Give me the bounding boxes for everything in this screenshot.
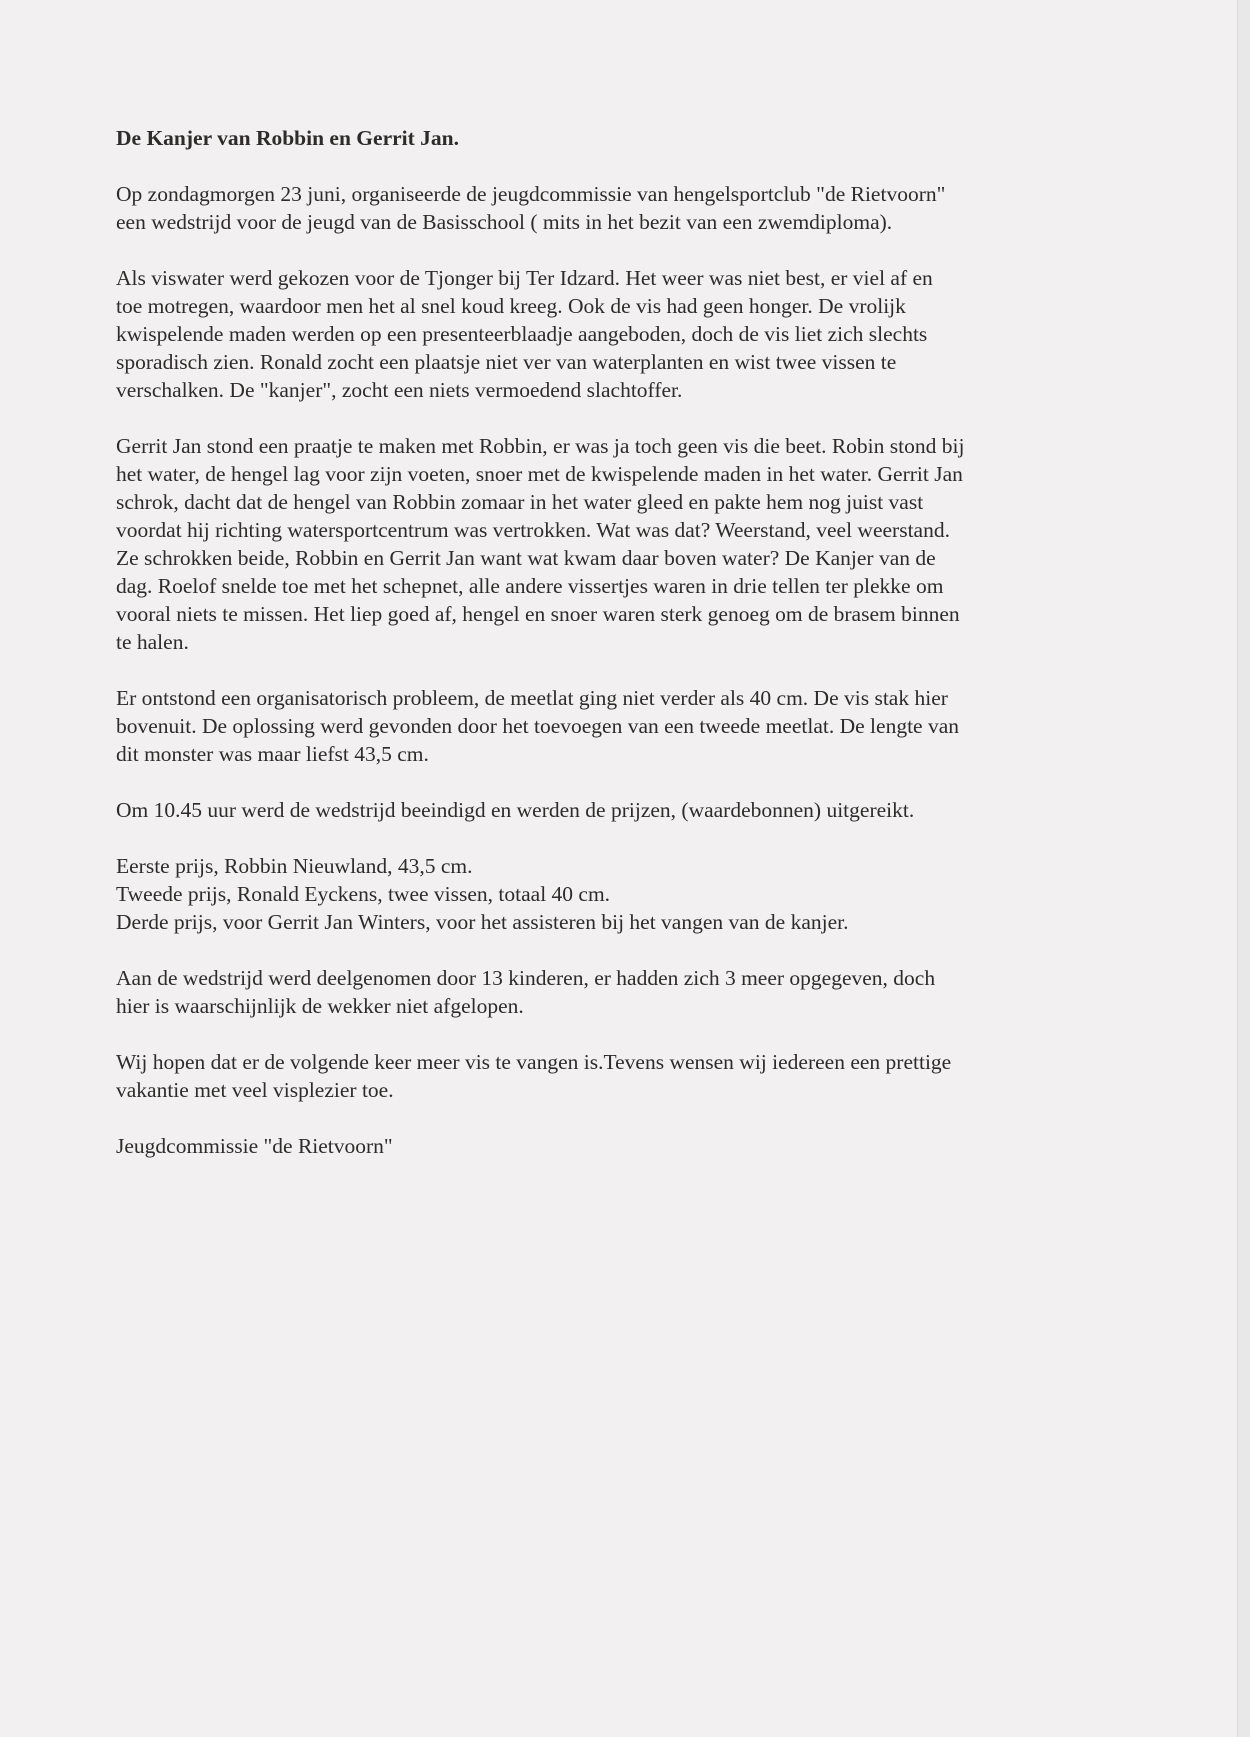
prize-first: Eerste prijs, Robbin Nieuwland, 43,5 cm. <box>116 854 473 878</box>
prize-third: Derde prijs, voor Gerrit Jan Winters, voor het assisteren bij het vangen van de kanjer. <box>116 910 849 934</box>
paragraph-wishes: Wij hopen dat er de volgende keer meer vis te vangen is.Tevens wensen wij iedereen een prettige vakantie met veel visplezier toe. <box>116 1050 952 1102</box>
paragraph-intro: Op zondagmorgen 23 juni, organiseerde de jeugdcommissie van hengelsportclub "de Rietvoorn" een wedstrijd voor de jeugd van de Basisschool ( mits in het bezit van een zwemdiploma). <box>116 182 946 234</box>
prize-list <box>116 852 1116 936</box>
letter-body <box>116 124 1116 1188</box>
paragraph-location-weather: Als viswater werd gekozen voor de Tjonger bij Ter Idzard. Het weer was niet best, er viel af en toe motregen, waardoor men het al snel koud kreeg. Ook de vis had geen honger. De vrolijk kwispelende maden werden op een presenteerblaadje aangeboden, doch de vis liet zich slechts sporadisch zien. Ronald zocht een plaatsje niet ver van waterplanten en wist twee vissen te verschalken. De "kanjer", zocht een niets vermoedend slachtoffer. <box>116 266 933 402</box>
paragraph-measurement: Er ontstond een organisatorisch probleem, de meetlat ging niet verder als 40 cm. De vis stak hier bovenuit. De oplossing werd gevonden door het toevoegen van een tweede meetlat. De lengte van dit monster was maar liefst 43,5 cm. <box>116 686 960 766</box>
paragraph-prize-ceremony: Om 10.45 uur werd de wedstrijd beeindigd en werden de prijzen, (waardebonnen) uitgereikt. <box>116 798 915 822</box>
paragraph-catch-story: Gerrit Jan stond een praatje te maken met Robbin, er was ja toch geen vis die beet. Robin stond bij het water, de hengel lag voor zijn voeten, snoer met de kwispelende maden in het water. Gerrit Jan schrok, dacht dat de hengel van Robbin zomaar in het water gleed en pakte hem nog juist vast voordat hij richting watersportcentrum was vertrokken. Wat was dat? Weerstand, veel weerstand. Ze schrokken beide, Robbin en Gerrit Jan want wat kwam daar boven water? De Kanjer van de dag. Roelof snelde toe met het schepnet, alle andere vissertjes waren in drie tellen ter plekke om vooral niets te missen. Het liep goed af, hengel en snoer waren sterk genoeg om de brasem binnen te halen. <box>116 434 965 654</box>
prize-second: Tweede prijs, Ronald Eyckens, twee vissen, totaal 40 cm. <box>116 882 611 906</box>
signature: Jeugdcommissie "de Rietvoorn" <box>116 1134 393 1158</box>
letter-title: De Kanjer van Robbin en Gerrit Jan. <box>116 126 460 150</box>
paragraph-participants: Aan de wedstrijd werd deelgenomen door 13 kinderen, er hadden zich 3 meer opgegeven, doch hier is waarschijnlijk de wekker niet afgelopen. <box>116 966 936 1018</box>
page-edge <box>1237 0 1250 1737</box>
